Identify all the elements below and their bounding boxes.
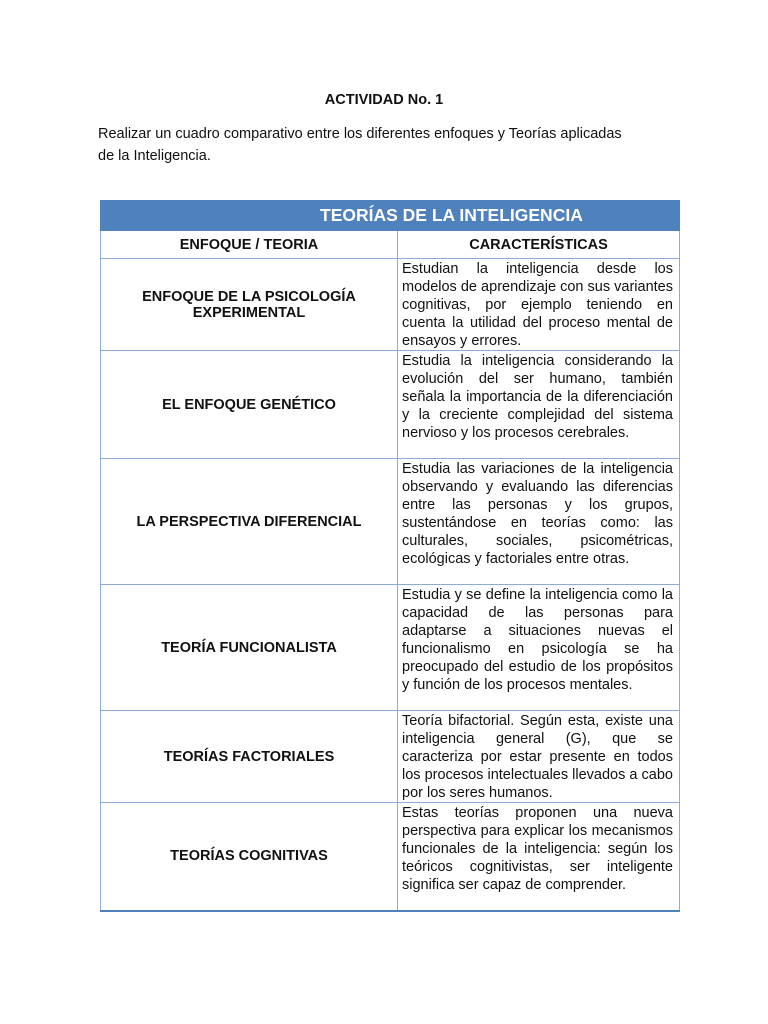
table-header-row <box>101 231 680 259</box>
approach-description: Estudian la inteligencia desde los modelos de aprendizaje con sus variantes cognitivas, por ejemplo teniendo en cuenta la utilidad del proceso mental de ensayos y errores. <box>398 259 680 351</box>
approach-name: TEORÍAS COGNITIVAS <box>101 803 398 911</box>
table-row <box>101 259 680 351</box>
table-title-row <box>101 201 680 231</box>
table-title: TEORÍAS DE LA INTELIGENCIA <box>101 201 680 231</box>
table-row <box>101 803 680 911</box>
table-row <box>101 711 680 803</box>
approach-description: Estudia y se define la inteligencia como la capacidad de las personas para adaptarse a situaciones nuevas el funcionalismo en psicología se ha preocupado del estudio de los propósitos y función de los procesos mentales. <box>398 585 680 711</box>
approach-description: Estudia las variaciones de la inteligencia observando y evaluando las diferencias entre las personas y los grupos, sustentándose en teorías como: las culturales, sociales, psicométricas, ecológicas y factoriales entre otras. <box>398 459 680 585</box>
intro-line: de la Inteligencia. <box>98 148 211 164</box>
column-header-characteristics: CARACTERÍSTICAS <box>398 231 680 259</box>
intro-paragraph <box>98 123 678 167</box>
comparison-table <box>100 200 680 912</box>
table-row <box>101 585 680 711</box>
table-row <box>101 351 680 459</box>
approach-name: LA PERSPECTIVA DIFERENCIAL <box>101 459 398 585</box>
approach-name: TEORÍAS FACTORIALES <box>101 711 398 803</box>
table-row <box>101 459 680 585</box>
intro-line: Realizar un cuadro comparativo entre los diferentes enfoques y Teorías aplicadas <box>98 126 622 142</box>
approach-description: Estas teorías proponen una nueva perspectiva para explicar los mecanismos funcionales de la inteligencia: según los teóricos cognitivistas, ser inteligente significa ser capaz de comprender. <box>398 803 680 911</box>
approach-name: EL ENFOQUE GENÉTICO <box>101 351 398 459</box>
approach-description: Estudia la inteligencia considerando la evolución del ser humano, también señala la importancia de la diferenciación y la creciente complejidad del sistema nervioso y los procesos cerebrales. <box>398 351 680 459</box>
activity-heading: ACTIVIDAD No. 1 <box>324 92 444 108</box>
approach-description: Teoría bifactorial. Según esta, existe una inteligencia general (G), que se caracteriza por estar presente en todos los procesos intelectuales llevados a cabo por los seres humanos. <box>398 711 680 803</box>
approach-name-line: EXPERIMENTAL <box>192 304 306 321</box>
approach-name <box>101 259 398 351</box>
approach-name-line: ENFOQUE DE LA PSICOLOGÍA <box>142 288 356 305</box>
column-header-approach: ENFOQUE / TEORIA <box>101 231 398 259</box>
approach-name: TEORÍA FUNCIONALISTA <box>101 585 398 711</box>
